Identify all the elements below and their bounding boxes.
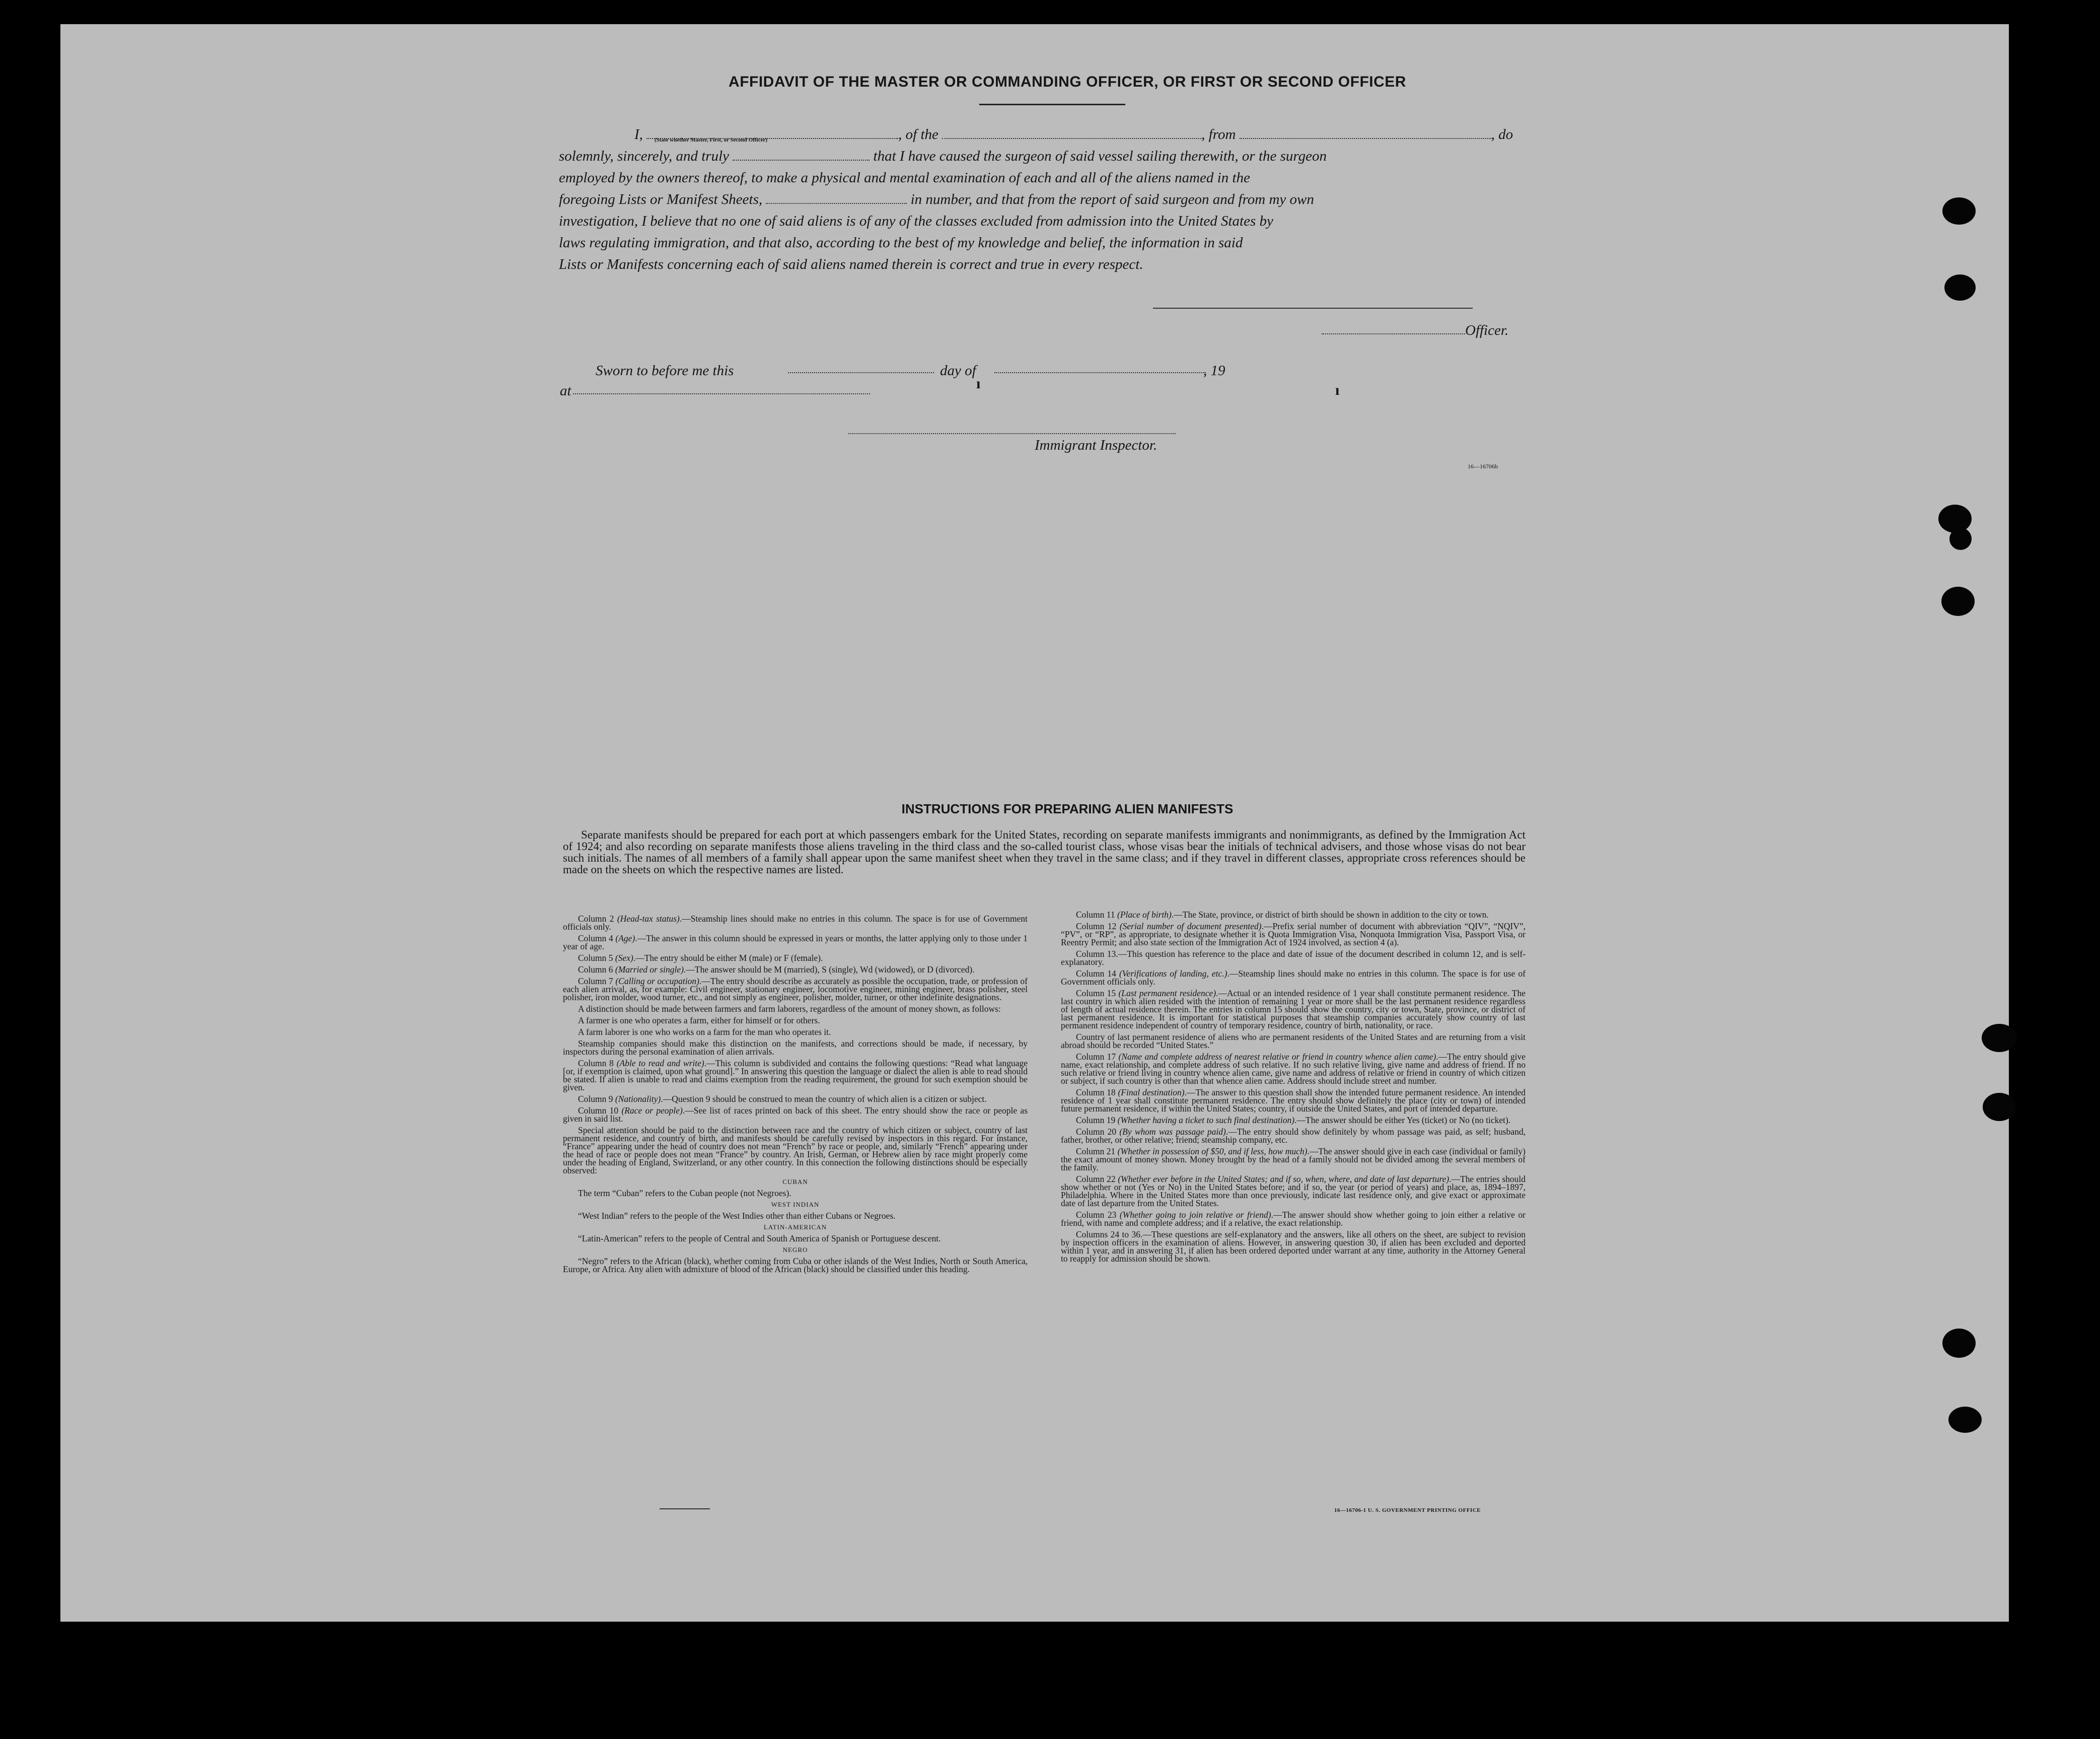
column-19-note: Column 19 (Whether having a ticket to such final destination).—The answer should be either Yes (ticket) or No (no ticket). <box>1076 1115 1511 1125</box>
column-13-note: Column 13.—This question has reference to the place and date of issue of the document described in column 12, and is self-explanatory. <box>1061 949 1526 967</box>
alien-count-field[interactable] <box>766 192 907 204</box>
punch-hole <box>1944 274 1976 301</box>
column-23-note: Column 23 (Whether going to join relative or friend).—The answer should show whether going to join either a relative or friend, with name and complete address; and if a relative, the exact relationship. <box>1061 1210 1526 1228</box>
place-field[interactable] <box>573 393 870 394</box>
farmer-definition: A farmer is one who operates a farm, either for himself or for others. <box>578 1015 820 1025</box>
heading-west-indian: WEST INDIAN <box>771 1201 820 1208</box>
officer-signature-field[interactable] <box>1322 333 1465 334</box>
sworn-month-field[interactable] <box>994 372 1206 373</box>
signature-line[interactable] <box>1153 308 1473 309</box>
inspector-signature-field[interactable] <box>848 433 1176 434</box>
column-12-note: Column 12 (Serial number of document presented).—Prefix serial number of document with abbreviation “QIV”, “NQIV”, “PV”, or “RP”, as appropriate, to designate whether it is Quota Immigration Visa, Nonquota Immigration Visa, Passport Visa, or Reentry Permit; and also state section of the Immigration Act of 1924 involved, as section 4 (a). <box>1061 921 1526 947</box>
instructions-title: INSTRUCTIONS FOR PREPARING ALIEN MANIFESTS <box>901 801 1234 816</box>
affidavit-line-4: foregoing Lists or Manifest Sheets, in number, and that from the report of said surgeon and from my own <box>559 191 1314 207</box>
sworn-day-field[interactable] <box>788 372 934 373</box>
affidavit-line-5: investigation, I believe that no one of said aliens is of any of the classes excluded from admission into the United States by <box>559 213 1273 229</box>
instructions-right-column <box>1061 911 1526 1266</box>
blank-field[interactable] <box>733 149 870 161</box>
manifest-page <box>60 24 2009 1622</box>
punch-hole <box>1983 1093 2016 1121</box>
affidavit-body <box>559 124 1528 275</box>
column-7-note: Column 7 (Calling or occupation).—The entry should describe as accurately as possible the occupation, trade, or profession of each alien arrival, as, for example: Civil engineer, stationary engineer, locomotive engineer, mining engineer, brass polisher, steel polisher, iron molder, wood turner, etc., and not simply as engineer, polisher, molder, turner, or other indefinite designations. <box>563 976 1028 1002</box>
affidavit-line-3: employed by the owners thereof, to make a physical and mental examination of each and all of the aliens named in the <box>559 170 1250 186</box>
returning-residents-note: Country of last permanent residence of aliens who are permanent residents of the United States and are returning from a visit abroad should be recorded “United States.” <box>1061 1032 1526 1050</box>
punch-hole <box>1949 528 1972 550</box>
column-10-note: Column 10 (Race or people).—See list of races printed on back of this sheet. The entry should show the race or people as given in said list. <box>563 1105 1028 1124</box>
column-11-note: Column 11 (Place of birth).—The State, province, or district of birth should be shown in addition to the city or town. <box>1076 910 1489 920</box>
instructions-intro: Separate manifests should be prepared for each port at which passengers embark for the United States, recording on separate manifests immigrants and nonimmigrants, as defined by the Immigration Act of 1924; and also recording on separate manifests those aliens traveling in the third class and the so-called tourist class, whose visas bear the initials of technical advisers, and those whose visas do not bear such initials. The names of all members of a family shall appear upon the same manifest sheet when they travel in the same class; and if they travel in different classes, appropriate cross references should be made on the sheets on which the respective names are listed. <box>563 828 1526 876</box>
negro-definition: “Negro” refers to the African (black), whether coming from Cuba or other islands of the West Indies, North or South America, Europe, or Africa. Any alien with admixture of blood of the African (black) should be classified under this heading. <box>563 1256 1028 1274</box>
column-8-note: Column 8 (Able to read and write).—This column is subdivided and contains the following questions: “Read what language [or, if exemption is claimed, upon what ground].” In answering this question the language or dialect the alien is able to read should be stated. If alien is unable to read and claims exemption from the reading requirement, the ground for such exemption should be given. <box>563 1058 1028 1092</box>
cuban-definition: The term “Cuban” refers to the Cuban people (not Negroes). <box>578 1188 791 1198</box>
inspector-label: Immigrant Inspector. <box>1035 437 1157 453</box>
farmer-distinction: A distinction should be made between farmers and farm laborers, regardless of the amount of money shown, as follows: <box>578 1004 1001 1014</box>
affidavit-line-6: laws regulating immigration, and that also, according to the best of my knowledge and belief, the information in said <box>559 235 1243 251</box>
column-22-note: Column 22 (Whether ever before in the United States; and if so, when, where, and date of last departure).—The entries should show whether or not (Yes or No) in the United States before; and if so, the year (or period of years) and place, as, 1894–1897, Philadelphia. Where in the United States more than once previously, indicate last residence only, and give exact or approximate date of last departure from the United States. <box>1061 1174 1526 1208</box>
printing-office-code: 16—16706-1 U. S. GOVERNMENT PRINTING OFFICE <box>1334 1507 1481 1513</box>
affidavit-line-2: solemnly, sincerely, and truly that I have caused the surgeon of said vessel sailing therewith, or the surgeon <box>559 148 1327 164</box>
columns-24-36-note: Columns 24 to 36.—These questions are self-explanatory and the answers, like all others on the sheet, are subject to revision by inspection officers in the examination of aliens. However, in answering question 30, if alien has been excluded and deported within 1 year, and in answering 31, if alien has been ordered deported under warrant at any time, authority in the Attorney General to reapply for admission should be shown. <box>1061 1229 1526 1264</box>
column-5-note: Column 5 (Sex).—The entry should be either M (male) or F (female). <box>578 953 823 963</box>
instructions-left-column <box>563 915 1028 1277</box>
officer-label: Officer. <box>1465 322 1509 338</box>
column-20-note: Column 20 (By whom was passage paid).—The entry should show definitely by whom passage was paid, as self; husband, father, brother, or other relative; friend; steamship company, etc. <box>1061 1127 1526 1145</box>
form-code: 16—16706b <box>1468 463 1498 470</box>
end-divider <box>660 1508 710 1509</box>
heading-latin-american: LATIN-AMERICAN <box>763 1223 827 1231</box>
column-21-note: Column 21 (Whether in possession of $50, and if less, how much).—The answer should give in each case (individual or family) the exact amount of money shown. Money brought by the head of a family should not be divided among the several members of the family. <box>1061 1146 1526 1172</box>
punch-hole <box>1948 1407 1982 1433</box>
farm-laborer-definition: A farm laborer is one who works on a farm for the man who operates it. <box>578 1027 831 1037</box>
punch-hole <box>1942 197 1976 225</box>
affidavit-line-7: Lists or Manifests concerning each of said aliens named therein is correct and true in every respect. <box>559 256 1143 272</box>
column-4-note: Column 4 (Age).—The answer in this column should be expressed in years or months, the latter applying only to those under 1 year of age. <box>563 933 1028 951</box>
column-14-note: Column 14 (Verifications of landing, etc.).—Steamship lines should make no entries in this column. The space is for use of Government officials only. <box>1061 968 1526 987</box>
ink-mark: ı <box>1335 382 1340 398</box>
west-indian-definition: “West Indian” refers to the people of the West Indies other than either Cubans or Negroes. <box>578 1211 896 1221</box>
title-divider <box>979 104 1125 105</box>
affidavit-title: AFFIDAVIT OF THE MASTER OR COMMANDING OFFICER, OR FIRST OR SECOND OFFICER <box>729 74 1406 90</box>
affidavit-line-1: I, , of the , from , do <box>634 126 1513 143</box>
ink-mark: ı <box>976 375 981 392</box>
day-of-label: day of <box>940 363 976 379</box>
rank-instruction-note: (State whether Master, First, or Second Officer) <box>655 137 768 143</box>
year-label: , 19 <box>1203 363 1225 379</box>
column-17-note: Column 17 (Name and complete address of nearest relative or friend in country whence alien came).—The entry should give name, exact relationship, and complete address of such relative. If no such relative living, give name and address of friend. If no such relative or friend living in country whence alien came, give name and address of relative or friend in country of which citizen or subject, if such country is other than that whence alien came. Address should include street and number. <box>1061 1052 1526 1086</box>
at-label: at <box>560 383 571 399</box>
column-18-note: Column 18 (Final destination).—The answer to this question shall show the intended future permanent residence. An intended residence of 1 year shall constitute permanent residence. The entry should show definitely the place (city or town) of intended future permanent residence, if within the United States; country, if outside the United States, and port of intended departure. <box>1061 1087 1526 1114</box>
port-field[interactable] <box>1240 127 1491 139</box>
column-6-note: Column 6 (Married or single).—The answer should be M (married), S (single), Wd (widowed), or D (divorced). <box>578 964 975 975</box>
punch-hole <box>1982 1024 2017 1052</box>
heading-negro: NEGRO <box>782 1246 808 1254</box>
punch-hole <box>1942 1329 1976 1358</box>
steamship-note: Steamship companies should make this distinction on the manifests, and corrections should be made, if necessary, by inspectors during the personal examination of alien arrivals. <box>563 1038 1028 1057</box>
race-country-note: Special attention should be paid to the distinction between race and the country of which citizen or subject, country of last permanent residence, and country of birth, and manifests should be carefully revised by inspectors in this regard. For instance, “France” appearing under the head of country does not mean “French” by race or people, and, similarly “French” appearing under the head of race or people does not mean “France” by country. An Irish, German, or Hebrew alien by race might properly come under the heading of England, Switzerland, or any other country. In this connection the following distinctions should be especially observed: <box>563 1125 1028 1175</box>
heading-cuban: CUBAN <box>782 1178 808 1186</box>
latin-american-definition: “Latin-American” refers to the people of Central and South America of Spanish or Portuguese descent. <box>578 1233 941 1243</box>
sworn-label: Sworn to before me this <box>596 363 734 379</box>
column-9-note: Column 9 (Nationality).—Question 9 should be construed to mean the country of which alien is a citizen or subject. <box>578 1094 987 1104</box>
column-15-note: Column 15 (Last permanent residence).—Actual or an intended residence of 1 year shall constitute permanent residence. The last country in which alien resided with the intention of remaining 1 year or more shall be the last permanent residence regardless of length of actual residence therein. The entries in column 15 should show the country, city or town, State, province, or district of last permanent residence. It is important for statistical purposes that steamship companies accurately show country of last permanent residence independent of country of temporary residence, country of birth, nationality, or race. <box>1061 988 1526 1030</box>
punch-hole <box>1941 587 1975 616</box>
vessel-name-field[interactable] <box>942 127 1201 139</box>
column-2-note: Column 2 (Head-tax status).—Steamship lines should make no entries in this column. The space is for use of Government officials only. <box>563 914 1028 932</box>
